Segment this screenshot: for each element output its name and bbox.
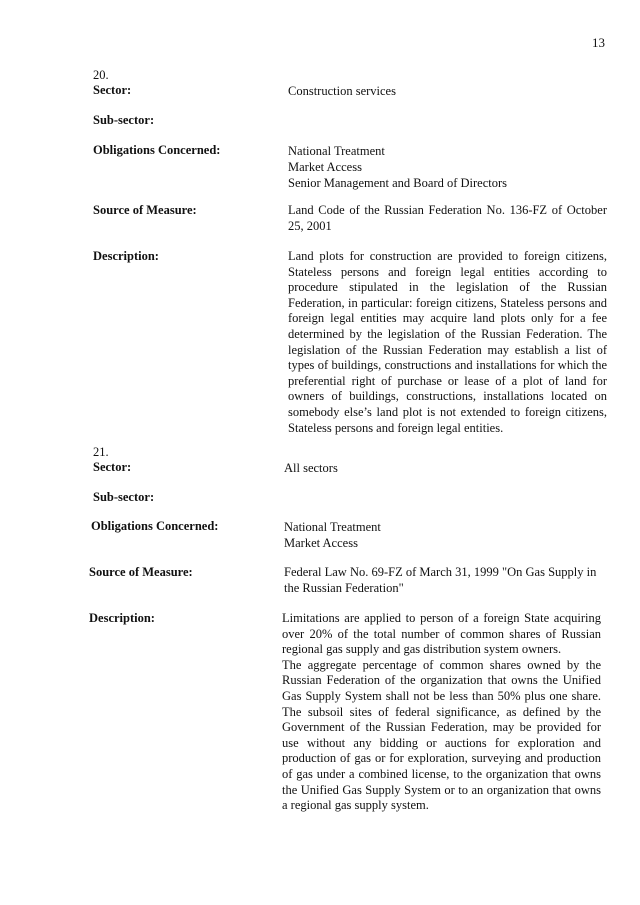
source-label: Source of Measure: [89,565,193,579]
sector-label: Sector: [93,83,132,97]
sector-value: All sectors [284,461,338,475]
entry-number: 20. [93,68,109,82]
subsector-label: Sub-sector: [93,490,155,504]
obligations-label: Obligations Concerned: [91,519,219,533]
obligation-item: National Treatment [284,520,381,534]
description-label: Description: [93,249,159,263]
description-paragraph: Limitations are applied to person of a foreign State acquiring over 20% of the total number of common shares of Russian regional gas supply and gas distribution system owners. [282,611,601,657]
obligation-item: Market Access [288,160,362,174]
sector-label: Sector: [93,460,132,474]
source-label: Source of Measure: [93,203,197,217]
source-value: Land Code of the Russian Federation No. 136-FZ of October 25, 2001 [288,203,607,233]
subsector-label: Sub-sector: [93,113,155,127]
source-value: Federal Law No. 69-FZ of March 31, 1999 "On Gas Supply in the Russian Federation" [284,565,597,595]
obligation-item: National Treatment [288,144,385,158]
obligation-item: Market Access [284,536,358,550]
obligations-list [288,143,618,191]
sector-value: Construction services [288,84,396,98]
obligations-label: Obligations Concerned: [93,143,221,157]
obligation-item: Senior Management and Board of Directors [288,176,508,190]
description-label: Description: [89,611,155,625]
description-text [282,611,601,814]
entry-number: 21. [93,445,109,459]
page-number: 13 [592,35,605,50]
description-text: Land plots for construction are provided to foreign citizens, Stateless persons and foreign legal entities according to procedure stipulated in the legislation of the Russian Federation, in particular: foreign citizens, Stateless persons and foreign legal entities may acquire land plots only for a fee determined by the legislation of the Russian Federation. The legislation of the Russian Federation may establish a list of types of buildings, constructions and installations for which the preferential right of purchase or lease of a plot of land for owners of buildings, constructions, installations located on somebody else’s land plot is not extended to foreign citizens, Stateless persons and foreign legal entities. [288,249,607,435]
obligations-list [284,519,614,551]
description-paragraph: The aggregate percentage of common shares owned by the Russian Federation of the organization that owns the Unified Gas Supply System shall not be less than 50% plus one share. The subsoil sites of federal significance, as defined by the Government of the Russian Federation, may be provided for use without any bidding or auctions for exploration and production of gas or for exploration, surveying and production of gas under a combined license, to the organization that owns the Unified Gas Supply System or to an organization that owns a regional gas supply system. [282,657,601,813]
